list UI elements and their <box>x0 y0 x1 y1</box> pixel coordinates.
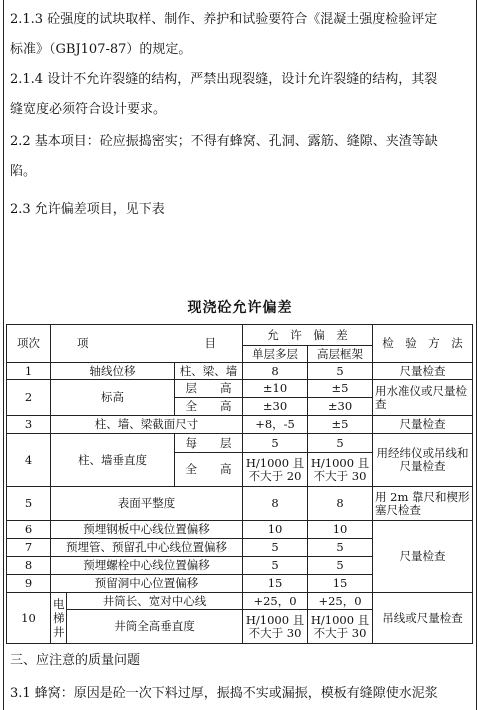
cell-high: H/1000 且不大于 30 <box>308 610 373 644</box>
cell-single: 8 <box>243 363 308 380</box>
cell-single: 5 <box>243 557 308 575</box>
document-page <box>3 0 477 710</box>
table-row <box>7 593 473 610</box>
cell-no: 5 <box>7 487 51 521</box>
table-row <box>7 416 473 434</box>
cell-single: H/1000 且不大于 30 <box>243 610 308 644</box>
cell-method: 吊线或尺量检查 <box>373 593 473 644</box>
cell-no: 10 <box>7 593 51 644</box>
table-row <box>7 380 473 398</box>
cell-item: 预埋螺栓中心线位置偏移 <box>51 557 243 575</box>
cell-single: 5 <box>243 434 308 453</box>
cell-single: +25，0 <box>243 593 308 610</box>
cell-single: ±10 <box>243 380 308 398</box>
header-item <box>51 325 243 363</box>
header-item-right: 目 <box>204 336 217 350</box>
paragraph-2-1-3-line2: 标准》（GBJ107-87）的规定。 <box>10 42 192 57</box>
cell-group: 电梯井 <box>51 593 67 644</box>
paragraph-2-1-4-line1: 2.1.4 设计不允许裂缝的结构，严禁出现裂缝，设计允许裂缝的结构，其裂 <box>10 72 438 87</box>
cell-no: 1 <box>7 363 51 380</box>
cell-method: 用经纬仪或吊线和尺量检查 <box>373 434 473 487</box>
cell-sub: 全 高 <box>175 453 243 487</box>
cell-method: 用 2m 靠尺和楔形塞尺检查 <box>373 487 473 521</box>
cell-item: 柱、墙垂直度 <box>51 434 175 487</box>
cell-method: 尺量检查 <box>373 521 473 593</box>
cell-single: 8 <box>243 487 308 521</box>
table-row <box>7 487 473 521</box>
cell-high: H/1000 且不大于 30 <box>308 453 373 487</box>
cell-high: 10 <box>308 521 373 539</box>
cell-item: 预埋钢板中心线位置偏移 <box>51 521 243 539</box>
cell-high: 5 <box>308 557 373 575</box>
cell-single: H/1000 且不大于 20 <box>243 453 308 487</box>
tolerance-table <box>6 324 473 644</box>
cell-high: 5 <box>308 434 373 453</box>
cell-high: 5 <box>308 363 373 380</box>
paragraph-2-1-4-line2: 缝宽度必须符合设计要求。 <box>10 102 167 117</box>
cell-single: ±30 <box>243 398 308 416</box>
cell-high: ±5 <box>308 416 373 434</box>
cell-high: ±30 <box>308 398 373 416</box>
cell-item: 预埋管、预留孔中心线位置偏移 <box>51 539 243 557</box>
cell-sub: 柱、梁、墙 <box>175 363 243 380</box>
cell-no: 3 <box>7 416 51 434</box>
cell-high: ±5 <box>308 380 373 398</box>
cell-high: 15 <box>308 575 373 593</box>
cell-method: 尺量检查 <box>373 363 473 380</box>
cell-sub: 井筒长、宽对中心线 <box>67 593 243 610</box>
cell-single: 5 <box>243 539 308 557</box>
cell-no: 7 <box>7 539 51 557</box>
cell-sub: 全 高 <box>175 398 243 416</box>
header-no: 项次 <box>7 325 51 363</box>
cell-no: 9 <box>7 575 51 593</box>
cell-no: 8 <box>7 557 51 575</box>
paragraph-2-2-line1: 2.2 基本项目：砼应振捣密实；不得有蜂窝、孔洞、露筋、缝隙、夹渣等缺 <box>10 134 438 149</box>
header-method: 检 验 方 法 <box>373 325 473 363</box>
cell-sub: 层 高 <box>175 380 243 398</box>
cell-item: 预留洞中心位置偏移 <box>51 575 243 593</box>
table-row <box>7 434 473 453</box>
paragraph-2-2-line2: 陷。 <box>10 164 37 179</box>
cell-single: +8，-5 <box>243 416 308 434</box>
header-high: 高层框架 <box>308 346 373 363</box>
cell-no: 4 <box>7 434 51 487</box>
cell-single: 15 <box>243 575 308 593</box>
paragraph-2-3: 2.3 允许偏差项目，见下表 <box>10 202 165 217</box>
cell-method: 尺量检查 <box>373 416 473 434</box>
cell-item: 轴线位移 <box>51 363 175 380</box>
cell-item: 柱、墙、梁截面尺寸 <box>51 416 243 434</box>
cell-single: 10 <box>243 521 308 539</box>
table-row <box>7 363 473 380</box>
header-item-left: 项 <box>77 336 89 350</box>
header-deviation: 允 许 偏 差 <box>243 325 373 346</box>
cell-high: 8 <box>308 487 373 521</box>
paragraph-3-1: 3.1 蜂窝：原因是砼一次下料过厚，振捣不实或漏振，模板有缝隙使水泥浆 <box>10 686 438 701</box>
cell-high: 5 <box>308 539 373 557</box>
table-title: 现浇砼允许偏差 <box>187 300 293 316</box>
section-heading-quality: 三、应注意的质量问题 <box>10 653 141 668</box>
table-row <box>7 521 473 539</box>
cell-item: 标高 <box>51 380 175 416</box>
cell-high: +25，0 <box>308 593 373 610</box>
cell-sub: 井筒全高垂直度 <box>67 610 243 644</box>
cell-item: 表面平整度 <box>51 487 243 521</box>
cell-no: 6 <box>7 521 51 539</box>
cell-method: 用水准仪或尺量检查 <box>373 380 473 416</box>
cell-no: 2 <box>7 380 51 416</box>
paragraph-2-1-3-line1: 2.1.3 砼强度的试块取样、制作、养护和试验要符合《混凝土强度检验评定 <box>10 12 438 27</box>
cell-sub: 每 层 <box>175 434 243 453</box>
table-header-row <box>7 325 473 346</box>
header-single: 单层多层 <box>243 346 308 363</box>
